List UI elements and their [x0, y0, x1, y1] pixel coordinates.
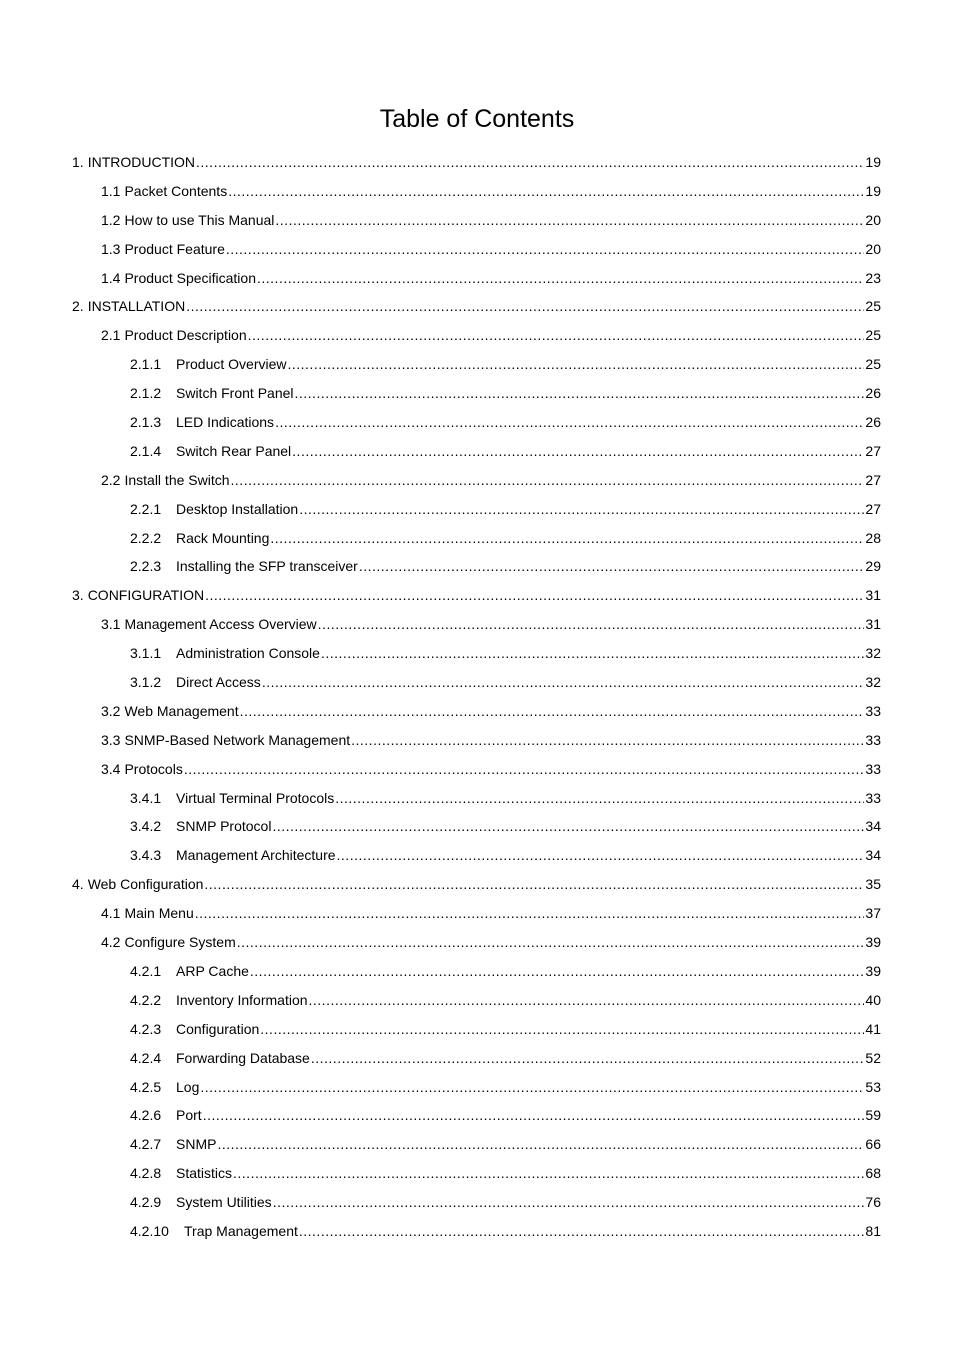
toc-entry-title: SNMP	[176, 1136, 217, 1153]
toc-entry[interactable]	[72, 177, 881, 206]
toc-entry-title: Log	[176, 1078, 200, 1095]
dot-leader	[233, 1159, 864, 1188]
toc-entry-page-number: 81	[865, 1222, 881, 1239]
toc-entry-number: 2.1	[101, 327, 121, 344]
toc-entry-page-number: 27	[865, 500, 881, 517]
dot-leader	[250, 957, 865, 986]
toc-entry-title: Packet Contents	[124, 182, 228, 199]
dot-leader	[311, 1044, 865, 1073]
toc-entry-page-number: 25	[865, 327, 881, 344]
toc-entry-page-number: 27	[865, 442, 881, 459]
toc-entry-title: INTRODUCTION	[87, 154, 196, 170]
dot-leader	[335, 784, 864, 813]
toc-entry-page-number: 59	[865, 1107, 881, 1124]
toc-entry-page-number: 66	[865, 1136, 881, 1153]
toc-entry-page-number: 29	[865, 558, 881, 575]
toc-entry-page-number: 26	[865, 385, 881, 402]
toc-entry-title: Installing the SFP transceiver	[176, 558, 358, 575]
toc-entry-title: Product Overview	[176, 356, 287, 373]
toc-entry[interactable]	[72, 957, 881, 986]
toc-entry[interactable]	[72, 755, 881, 784]
dot-leader	[299, 1217, 865, 1246]
toc-entry[interactable]	[72, 784, 881, 813]
toc-entry-title: Product Specification	[124, 269, 256, 286]
toc-entry-title: System Utilities	[176, 1194, 272, 1211]
toc-entry[interactable]	[72, 264, 881, 293]
dot-leader	[295, 379, 865, 408]
toc-entry-page-number: 31	[865, 616, 881, 633]
toc-entry[interactable]	[72, 1188, 881, 1217]
toc-entry-number: 4.2.4	[130, 1049, 162, 1066]
dot-leader	[287, 350, 864, 379]
toc-entry-page-number: 53	[865, 1078, 881, 1095]
toc-entry-title: Port	[176, 1107, 202, 1124]
toc-entry-number: 2.1.1	[130, 356, 162, 373]
toc-entry-page-number: 33	[865, 789, 881, 806]
toc-entry-page-number: 34	[865, 818, 881, 835]
toc-entry-page-number: 25	[865, 298, 881, 315]
dot-leader	[275, 408, 864, 437]
toc-entry-number: 3.4.1	[130, 789, 162, 806]
toc-entry-number: 2.1.4	[130, 442, 162, 459]
toc-entry-title: Statistics	[176, 1165, 233, 1182]
toc-entry-title: Virtual Terminal Protocols	[176, 789, 335, 806]
dot-leader	[248, 321, 865, 350]
dot-leader	[321, 639, 864, 668]
toc-entry[interactable]	[72, 350, 881, 379]
dot-leader	[204, 870, 864, 899]
dot-leader	[196, 148, 864, 177]
toc-entry-number: 4.2.5	[130, 1078, 162, 1095]
toc-entry-number: 2.2	[101, 471, 121, 488]
toc-entry-title: Management Access Overview	[124, 616, 317, 633]
toc-entry-number: 3.4.3	[130, 847, 162, 864]
toc-entry-number: 2.1.3	[130, 414, 162, 431]
toc-entry-number: 3.4	[101, 760, 121, 777]
toc-entry-page-number: 33	[865, 702, 881, 719]
toc-entry[interactable]	[72, 841, 881, 870]
toc-entry[interactable]	[72, 1101, 881, 1130]
dot-leader	[272, 812, 864, 841]
toc-entry-page-number: 39	[865, 962, 881, 979]
toc-entry-title: Trap Management	[184, 1222, 298, 1239]
toc-entry-page-number: 52	[865, 1049, 881, 1066]
toc-entry[interactable]	[72, 1159, 881, 1188]
toc-entry[interactable]	[72, 408, 881, 437]
toc-entry-page-number: 34	[865, 847, 881, 864]
dot-leader	[273, 1188, 865, 1217]
toc-entry-number: 1.	[72, 154, 84, 170]
toc-entry-number: 4.2.6	[130, 1107, 162, 1124]
toc-entry-page-number: 41	[865, 1020, 881, 1037]
dot-leader	[309, 986, 865, 1015]
toc-entry[interactable]	[72, 552, 881, 581]
toc-entry-title: LED Indications	[176, 414, 275, 431]
toc-entry-number: 3.1.1	[130, 645, 162, 662]
dot-leader	[299, 495, 864, 524]
toc-entry-page-number: 20	[865, 240, 881, 257]
dot-leader	[205, 581, 864, 610]
toc-entry-page-number: 31	[865, 587, 881, 604]
toc-entry-number: 4.1	[101, 905, 121, 922]
toc-entry-number: 4.2.3	[130, 1020, 162, 1037]
toc-entry[interactable]	[72, 235, 881, 264]
dot-leader	[228, 177, 864, 206]
toc-entry[interactable]	[72, 1073, 881, 1102]
toc-entry[interactable]	[72, 1044, 881, 1073]
toc-entry-title: Switch Rear Panel	[176, 442, 292, 459]
toc-entry-page-number: 76	[865, 1194, 881, 1211]
toc-entry-page-number: 20	[865, 211, 881, 228]
toc-entry-title: Administration Console	[176, 645, 320, 662]
toc-entry[interactable]	[72, 870, 881, 899]
toc-entry[interactable]	[72, 639, 881, 668]
toc-entry-title: Web Configuration	[87, 876, 204, 893]
toc-entry[interactable]	[72, 495, 881, 524]
toc-entry-page-number: 19	[865, 154, 881, 170]
toc-entry[interactable]	[72, 928, 881, 957]
toc-entry-number: 4.2.7	[130, 1136, 162, 1153]
toc-entry-number: 2.1.2	[130, 385, 162, 402]
toc-entry-number: 4.2.10	[130, 1222, 169, 1239]
dot-leader	[231, 466, 865, 495]
toc-entry[interactable]	[72, 1015, 881, 1044]
toc-entry-number: 4.2.8	[130, 1165, 162, 1182]
toc-entry-title: SNMP-Based Network Management	[124, 731, 351, 748]
table-of-contents	[72, 148, 881, 1246]
toc-entry-title: Switch Front Panel	[176, 385, 294, 402]
dot-leader	[275, 206, 864, 235]
toc-entry-number: 2.2.1	[130, 500, 162, 517]
dot-leader	[292, 437, 864, 466]
toc-entry-number: 3.1.2	[130, 674, 162, 691]
toc-entry[interactable]	[72, 1217, 881, 1246]
toc-entry-page-number: 33	[865, 731, 881, 748]
toc-entry-page-number: 32	[865, 645, 881, 662]
toc-entry-title: SNMP Protocol	[176, 818, 272, 835]
toc-entry-page-number: 35	[865, 876, 881, 893]
dot-leader	[186, 292, 864, 321]
toc-entry-title: Direct Access	[176, 674, 261, 691]
toc-entry[interactable]	[72, 726, 881, 755]
toc-entry-page-number: 39	[865, 934, 881, 951]
toc-entry-number: 3.4.2	[130, 818, 162, 835]
dot-leader	[237, 928, 865, 957]
page-title: Table of Contents	[379, 105, 575, 133]
toc-entry-title: INSTALLATION	[87, 298, 186, 315]
toc-entry-number: 3.	[72, 587, 84, 604]
dot-leader	[195, 899, 865, 928]
toc-entry-number: 3.3	[101, 731, 121, 748]
toc-entry-page-number: 68	[865, 1165, 881, 1182]
toc-entry-page-number: 23	[865, 269, 881, 286]
toc-entry-page-number: 33	[865, 760, 881, 777]
toc-entry[interactable]	[72, 321, 881, 350]
toc-entry-page-number: 37	[865, 905, 881, 922]
toc-entry[interactable]	[72, 899, 881, 928]
toc-entry[interactable]	[72, 148, 881, 177]
toc-entry-title: ARP Cache	[176, 962, 249, 979]
toc-entry-title: CONFIGURATION	[87, 587, 205, 604]
toc-entry-title: Configure System	[124, 934, 236, 951]
dot-leader	[257, 264, 864, 293]
toc-entry-number: 4.2	[101, 934, 121, 951]
toc-entry[interactable]	[72, 206, 881, 235]
toc-entry[interactable]	[72, 292, 881, 321]
toc-entry-title: Web Management	[124, 702, 239, 719]
toc-entry-number: 4.2.1	[130, 962, 162, 979]
toc-entry-title: Forwarding Database	[176, 1049, 310, 1066]
dot-leader	[262, 668, 865, 697]
toc-entry[interactable]	[72, 581, 881, 610]
toc-entry-title: Management Architecture	[176, 847, 336, 864]
dot-leader	[359, 552, 865, 581]
toc-entry-title: Main Menu	[124, 905, 194, 922]
toc-entry-title: Rack Mounting	[176, 529, 270, 546]
dot-leader	[318, 610, 865, 639]
toc-entry-title: Product Description	[124, 327, 247, 344]
toc-entry[interactable]	[72, 437, 881, 466]
toc-entry-page-number: 32	[865, 674, 881, 691]
dot-leader	[226, 235, 865, 264]
toc-entry[interactable]	[72, 812, 881, 841]
toc-entry[interactable]	[72, 986, 881, 1015]
toc-entry-number: 1.3	[101, 240, 121, 257]
toc-entry-number: 4.2.9	[130, 1194, 162, 1211]
toc-entry-title: Protocols	[124, 760, 183, 777]
dot-leader	[217, 1130, 864, 1159]
toc-entry-title: How to use This Manual	[124, 211, 275, 228]
toc-entry[interactable]	[72, 524, 881, 553]
toc-entry-number: 2.2.2	[130, 529, 162, 546]
toc-entry-number: 3.2	[101, 702, 121, 719]
toc-entry[interactable]	[72, 610, 881, 639]
toc-entry[interactable]	[72, 379, 881, 408]
toc-entry-title: Configuration	[176, 1020, 260, 1037]
toc-entry[interactable]	[72, 1130, 881, 1159]
toc-entry-title: Inventory Information	[176, 991, 308, 1008]
toc-entry-page-number: 26	[865, 414, 881, 431]
toc-entry-title: Product Feature	[124, 240, 225, 257]
toc-entry-page-number: 28	[865, 529, 881, 546]
toc-entry-page-number: 25	[865, 356, 881, 373]
toc-entry-number: 1.1	[101, 182, 121, 199]
toc-entry[interactable]	[72, 697, 881, 726]
dot-leader	[260, 1015, 864, 1044]
dot-leader	[270, 524, 864, 553]
toc-entry[interactable]	[72, 668, 881, 697]
toc-entry-number: 4.	[72, 876, 84, 893]
toc-entry-page-number: 27	[865, 471, 881, 488]
toc-entry-number: 1.4	[101, 269, 121, 286]
toc-entry[interactable]	[72, 466, 881, 495]
toc-entry-number: 2.2.3	[130, 558, 162, 575]
dot-leader	[200, 1073, 864, 1102]
toc-entry-number: 4.2.2	[130, 991, 162, 1008]
toc-entry-title: Desktop Installation	[176, 500, 299, 517]
toc-entry-title: Install the Switch	[124, 471, 230, 488]
toc-entry-number: 1.2	[101, 211, 121, 228]
toc-entry-page-number: 19	[865, 182, 881, 199]
dot-leader	[203, 1101, 865, 1130]
dot-leader	[337, 841, 865, 870]
dot-leader	[351, 726, 864, 755]
toc-entry-number: 3.1	[101, 616, 121, 633]
toc-entry-number: 2.	[72, 298, 84, 315]
dot-leader	[184, 755, 865, 784]
dot-leader	[240, 697, 865, 726]
toc-entry-page-number: 40	[865, 991, 881, 1008]
